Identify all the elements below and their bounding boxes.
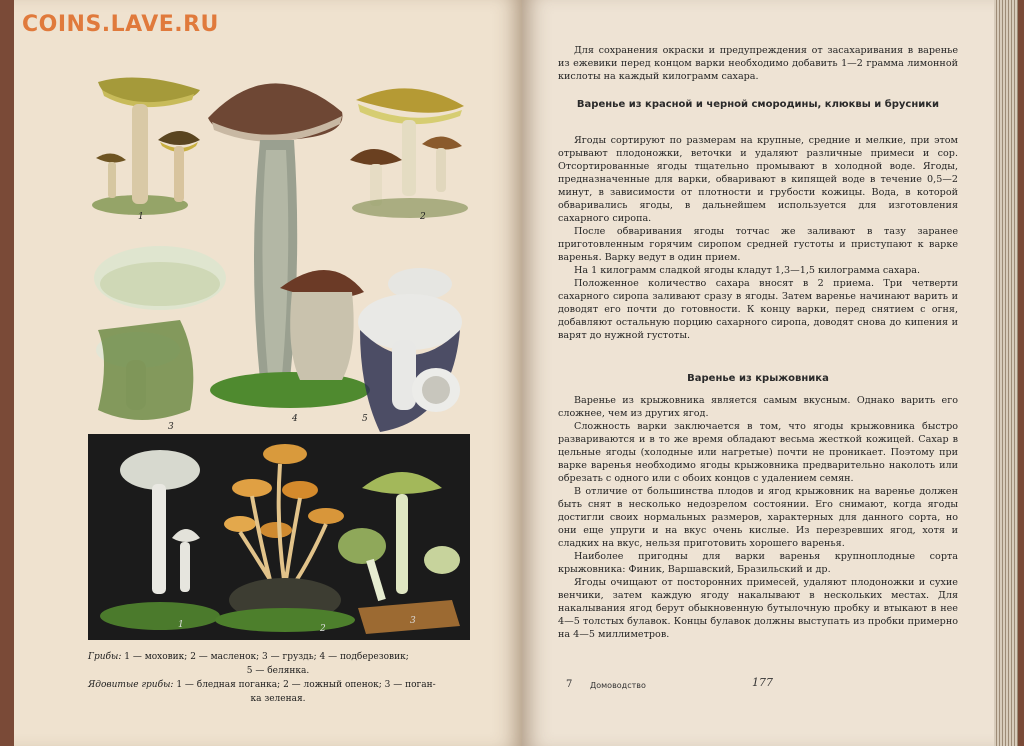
plate-label-5: 5 (362, 414, 368, 424)
paragraph-1: Ягоды сортируют по размерам на крупные, средние и мелкие, при этом отрывают плодоножки, веточки и удаляют различные примеси и сор. Отсортированные ягоды тщательно промывают в холодной воде. Ягоды, предназначенные для варки, обваривают в кипящей воде в течение 0,5—2 минут, в зависимости от плотности и грубости кожицы. Вода, в которой обваривались ягоды, в дальнейшем используется для изготовления сахарного сиропа. (558, 135, 958, 224)
caption-head-poisonous: Ядовитые грибы: (88, 680, 174, 690)
paragraph-7: В отличие от большинства плодов и ягод крыжовник на варенье должен быть снят в несколько недозрелом состоянии. Его снимают, когда ягоды достигли своих нормальных размеров, характерных для данного сорта, но они еще упруги и на вкус очень кислые. Из перезревших ягод, хотя и сладких на вкус, нельзя приготовить хорошего варенья. (558, 486, 958, 549)
paragraph-6: Сложность варки заключается в том, что ягоды крыжовника быстро развариваются и в то же время обладают весьма жесткой кожицей. Сахар в цельные ягоды (холодные или нагретые) почти не проникает. Поэтому при варке варенья необходимо ягоды крыжовника предварительно наколоть или обрезать с одного или с обоих концов с удалением семян. (558, 421, 958, 484)
page-number: 177 (752, 676, 773, 689)
plate-label-poison-1: 1 (178, 620, 184, 630)
plate-label-4: 4 (292, 414, 298, 424)
paragraph-9: Ягоды очищают от посторонних примесей, удаляют плодоножки и сухие венчики, затем каждую ягоду накалывают в нескольких местах. Для накалывания ягод берут обыкновенную бутылочную пробку и втыкают в нее 4—5 толстых булавок. Концы булавок должны выступать из пробки примерно на 4—5 миллиметров. (558, 577, 958, 640)
paragraph-4: Положенное количество сахара вносят в 2 приема. Три четверти сахарного сиропа заливают сразу в ягоды. Затем варенье начинают варить и доводят его почти до готовности. К концу варки, перед снятием с огня, добавляют остальную порцию сахарного сиропа, доводят снова до кипения и варят до нужной густоты. (558, 278, 958, 341)
paragraph-3: На 1 килограмм сладкой ягоды кладут 1,3—1,5 килограмма сахара. (574, 265, 921, 276)
plate-caption (88, 650, 468, 706)
page-edges (994, 0, 1018, 746)
plate-label-poison-2: 2 (320, 624, 326, 634)
paragraph-2: После обваривания ягоды тотчас же заливают в тазу заранее приготовленным горячим сиропом средней густоты и приступают к варке варенья. Варку ведут в один прием. (558, 226, 958, 263)
mushroom-illustration (80, 60, 472, 640)
paragraph-5: Варенье из крыжовника является самым вкусным. Однако варить его сложнее, чем из других ягод. (558, 395, 958, 419)
mushroom-plate (80, 60, 472, 640)
caption-line-1: 1 — моховик; 2 — масленок; 3 — груздь; 4 — подберезовик; (124, 652, 409, 662)
footer-book-title: Домоводство (590, 681, 646, 690)
signature-mark: 7 (566, 679, 573, 690)
plate-label-1: 1 (138, 212, 144, 222)
intro-paragraph (558, 44, 958, 83)
heading-gooseberry: Варенье из крыжовника (687, 373, 829, 384)
plate-label-2: 2 (420, 212, 426, 222)
caption-line-3: 1 — бледная поганка; 2 — ложный опенок; 3 — поган- (176, 680, 436, 690)
plate-label-3: 3 (168, 422, 174, 432)
caption-head-mushrooms: Грибы: (88, 652, 122, 662)
paragraph-8: Наиболее пригодны для варки варенья крупноплодные сорта крыжовника: Финик, Варшавский, Бразильский и др. (558, 551, 958, 575)
gooseberry-section (558, 394, 958, 641)
currant-section (558, 134, 958, 342)
watermark: COINS.LAVE.RU (22, 12, 219, 37)
caption-line-4: ка зеленая. (250, 694, 306, 704)
plate-label-poison-3: 3 (410, 616, 416, 626)
caption-line-2: 5 — белянка. (246, 666, 310, 676)
heading-currant: Варенье из красной и черной смородины, клюквы и брусники (576, 99, 940, 110)
intro-text: Для сохранения окраски и предупреждения от засахаривания в варенье из ежевики перед концом варки необходимо добавить 1—2 грамма лимонной кислоты на каждый килограмм сахара. (558, 45, 958, 82)
